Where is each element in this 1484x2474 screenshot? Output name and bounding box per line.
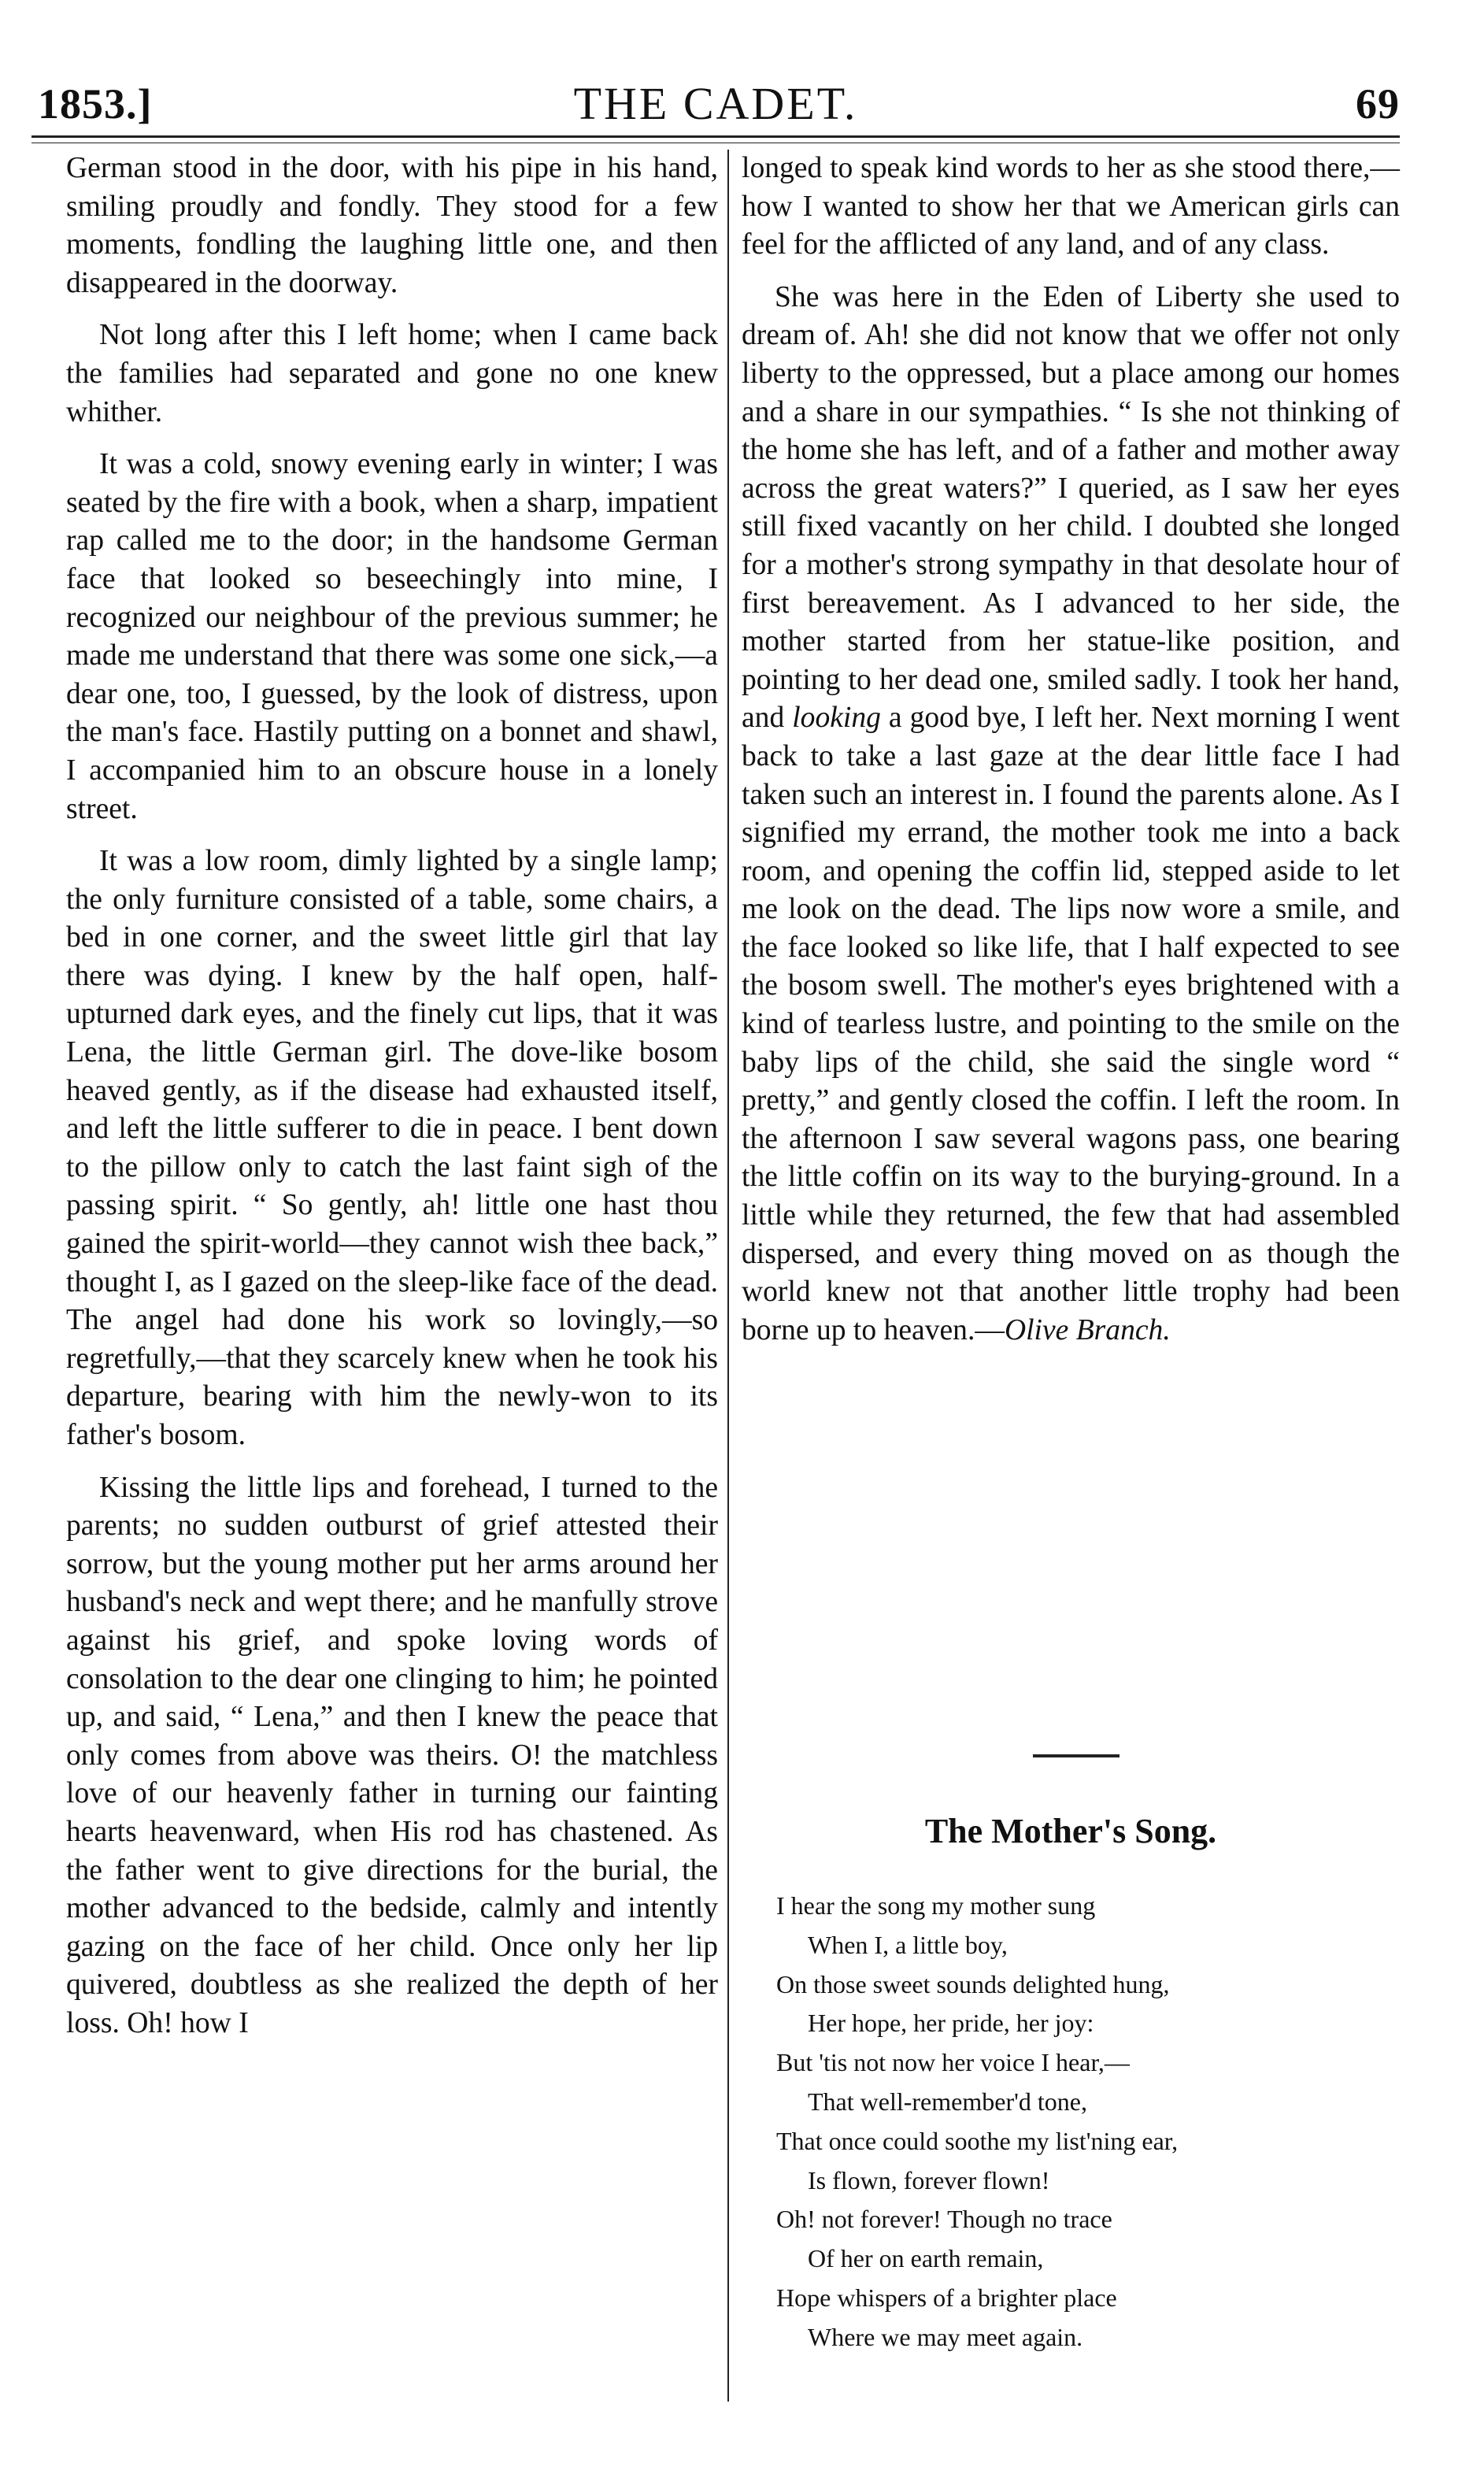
poem-line: Oh! not forever! Though no trace xyxy=(776,2205,1112,2234)
poem-line: Hope whispers of a brighter place xyxy=(776,2283,1117,2312)
column-divider xyxy=(727,150,729,2402)
left-column xyxy=(66,150,718,2057)
section-separator xyxy=(1033,1754,1119,1757)
page-header xyxy=(31,69,1400,132)
paragraph: Not long after this I left home; when I came back the families had separated and gone no one knew whither. xyxy=(66,319,718,428)
poem-line: Of her on earth remain, xyxy=(808,2244,1044,2273)
paragraph: German stood in the door, with his pipe in his hand, smiling proudly and fondly. They stood for a few moments, fondling the laughing little one, and then disappeared in the doorway. xyxy=(66,152,718,299)
header-date: 1853.] xyxy=(38,80,153,128)
poem-line: Is flown, forever flown! xyxy=(808,2165,1050,2194)
poem-line: That well-remember'd tone, xyxy=(808,2087,1087,2116)
paragraph xyxy=(742,279,1400,1350)
poem-line: On those sweet sounds delighted hung, xyxy=(776,1969,1170,1998)
poem-line: I hear the song my mother sung xyxy=(776,1891,1096,1920)
paragraph: longed to speak kind words to her as she stood there,—how I wanted to show her that we American girls can feel for the afflicted of any land, and of any class. xyxy=(742,152,1400,261)
header-rule xyxy=(31,135,1400,143)
right-column xyxy=(742,150,1400,1364)
source-attribution: Olive Branch. xyxy=(1004,1313,1171,1346)
publication-title: THE CADET. xyxy=(573,78,858,129)
italic-word: looking xyxy=(792,702,881,735)
poem-line: Where we may meet again. xyxy=(808,2322,1083,2351)
poem-line: Her hope, her pride, her joy: xyxy=(808,2009,1094,2038)
paragraph-text: a good bye, I left her. Next morning I went back to take a last gaze at the dear little face I had taken such an interest in. I found the parents alone. As I signified my errand, the mother took me into a back room, and opening the coffin lid, stepped aside to let me look on the dead. The lips now wore a smile, and the face looked so like life, that I half expected to see the bosom swell. The mother's eyes brightened with a kind of tearless lustre, and pointing to the smile on the baby lips of the child, she said the single word “ pretty,” and gently closed the coffin. I left the room. In the afternoon I saw several wagons pass, one bearing the little coffin on its way to the burying-ground. In a little while they returned, the few that had assembled dispersed, and every thing moved on as though the world knew not that another little trophy had been borne up to heaven.— xyxy=(742,702,1400,1346)
poem-line: When I, a little boy, xyxy=(808,1930,1008,1959)
paragraph: It was a low room, dimly lighted by a single lamp; the only furniture consisted of a table, some chairs, a bed in one corner, and the sweet little girl that lay there was dying. I knew by the half open, half-upturned dark eyes, and the finely cut lips, that it was Lena, the little German girl. The dove-like bosom heaved gently, as if the disease had exhausted itself, and left the little sufferer to die in peace. I bent down to the pillow only to catch the last faint sigh of the passing spirit. “ So gently, ah! little one hast thou gained the spirit-world—they cannot wish thee back,” thought I, as I gazed on the sleep-like face of the dead. The angel had done his work so lovingly,—so regretfully,—that they scarcely knew when he took his departure, bearing with him the newly-won to its father's bosom. xyxy=(66,845,718,1451)
poem-title: The Mother's Song. xyxy=(924,1812,1217,1850)
paragraph: It was a cold, snowy evening early in winter; I was seated by the fire with a book, when a sharp, impatient rap called me to the door; in the handsome German face that looked so beseechingly into mine, I recognized our neighbour of the previous summer; he made me understand that there was some one sick,—a dear one, too, I guessed, by the look of distress, upon the man's face. Hastily putting on a bonnet and shawl, I accompanied him to an obscure house in a lonely street. xyxy=(66,448,718,825)
page-number: 69 xyxy=(1356,80,1400,128)
poem-line: But 'tis not now her voice I hear,— xyxy=(776,2048,1130,2077)
poem-body xyxy=(776,1887,1390,2357)
paragraph-text: She was here in the Eden of Liberty she used to dream of. Ah! she did not know that we offer not only liberty to the oppressed, but a place among our homes and a share in our sympathies. “ Is she not thinking of the home she has left, and of a father and mother away across the great waters?” I queried, as I saw her eyes still fixed vacantly on her child. I doubted she longed for a mother's strong sympathy in that desolate hour of first bereavement. As I advanced to her side, the mother started from her statue-like position, and pointing to her dead one, smiled sadly. I took her hand, and xyxy=(742,280,1400,735)
poem-line: That once could soothe my list'ning ear, xyxy=(776,2126,1179,2155)
paragraph: Kissing the little lips and forehead, I turned to the parents; no sudden outburst of grief attested their sorrow, but the young mother put her arms around her husband's neck and wept there; and he manfully strove against his grief, and spoke loving words of consolation to the dear one clinging to him; he pointed up, and said, “ Lena,” and then I knew the peace that only comes from above was theirs. O! the matchless love of our heavenly father in turning our fainting hearts heavenward, when His rod has chastened. As the father went to give directions for the burial, the mother advanced to the bedside, calmly and intently gazing on the face of her child. Once only her lip quivered, doubtless as she realized the depth of her loss. Oh! how I xyxy=(66,1471,718,2039)
